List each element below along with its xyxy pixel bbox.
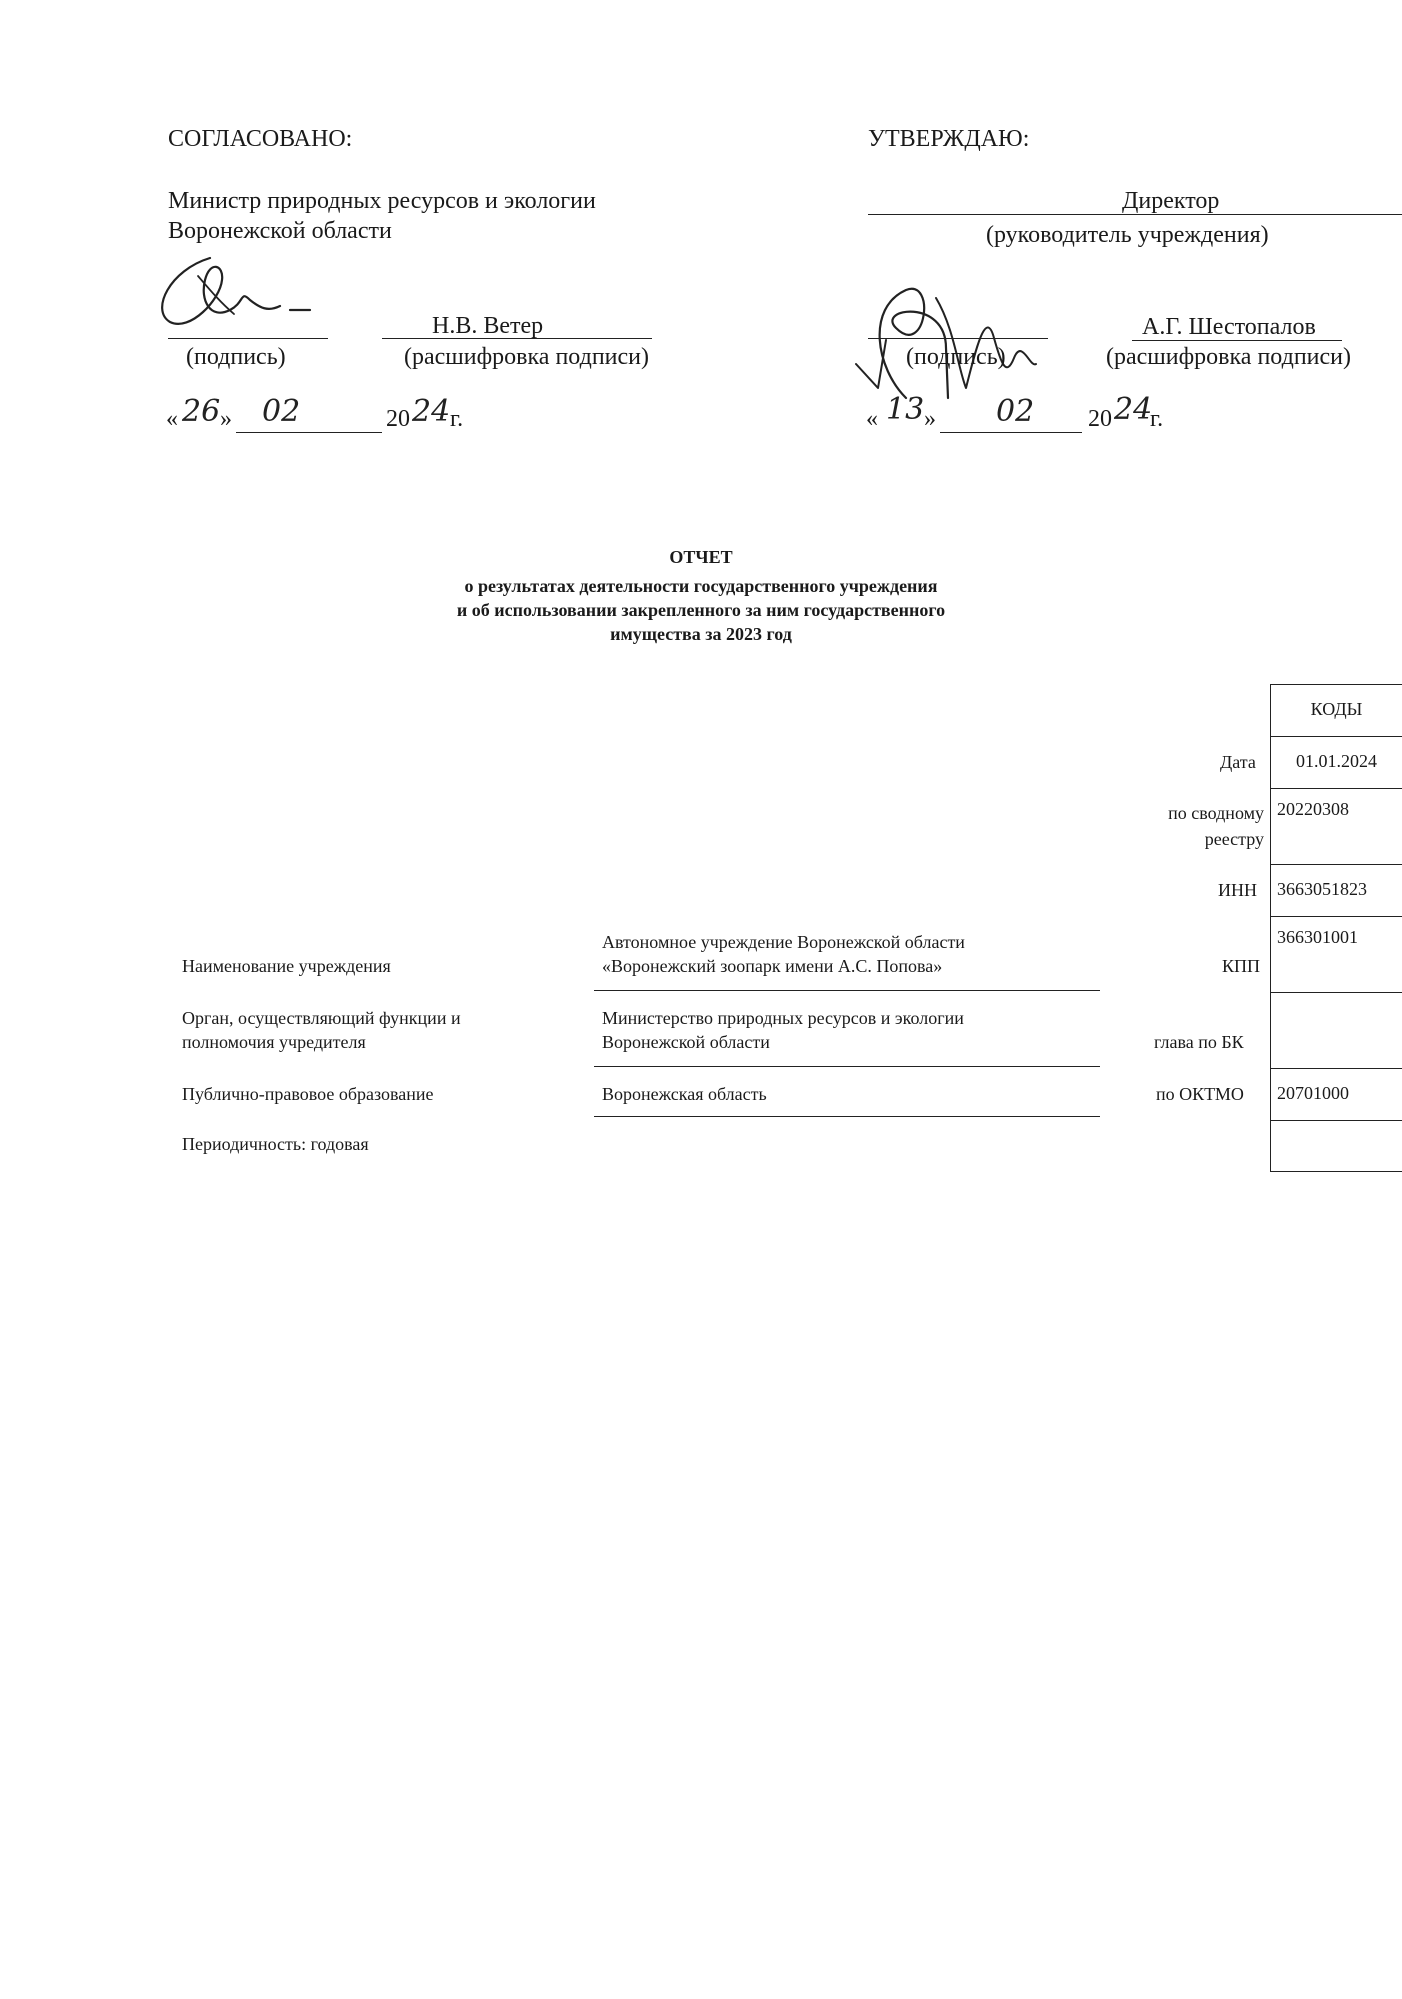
approve-position: Директор bbox=[1122, 188, 1220, 214]
code-inn-value: 3663051823 bbox=[1270, 864, 1402, 916]
agreed-position-line2: Воронежской области bbox=[168, 218, 392, 244]
right-date-day: 13 bbox=[886, 392, 925, 427]
code-registry-label: по сводному реестру bbox=[1168, 803, 1264, 849]
right-date-suffix: г. bbox=[1150, 406, 1164, 432]
agreed-position-line1: Министр природных ресурсов и экологии bbox=[168, 188, 596, 214]
code-kpp-label: КПП bbox=[1222, 956, 1261, 976]
report-title: ОТЧЕТ bbox=[669, 547, 733, 567]
left-date-month: 02 bbox=[262, 394, 301, 429]
founder-value-line1: Министерство природных ресурсов и экологии bbox=[602, 1008, 964, 1028]
code-inn-label: ИНН bbox=[1218, 880, 1257, 900]
left-name-line bbox=[382, 338, 652, 339]
institution-value-line1: Автономное учреждение Воронежской области bbox=[602, 932, 965, 952]
report-subtitle-line3: имущества за 2023 год bbox=[610, 624, 792, 644]
institution-label: Наименование учреждения bbox=[182, 956, 391, 976]
left-name-caption: (расшифровка подписи) bbox=[404, 344, 649, 370]
right-date-open-quote: « bbox=[866, 406, 878, 432]
report-subtitle-line1: о результатах деятельности государственного учреждения bbox=[464, 576, 938, 596]
right-signer-name: А.Г. Шестопалов bbox=[1142, 314, 1316, 340]
right-date-year-prefix: 20 bbox=[1088, 406, 1112, 432]
public-entity-label: Публично-правовое образование bbox=[182, 1084, 434, 1104]
code-glava-bk-value bbox=[1270, 992, 1402, 1068]
public-entity-underline bbox=[594, 1116, 1100, 1117]
left-date-year-prefix: 20 bbox=[386, 406, 410, 432]
institution-underline bbox=[594, 990, 1100, 991]
periodicity: Периодичность: годовая bbox=[182, 1134, 369, 1154]
code-empty-value bbox=[1270, 1120, 1402, 1172]
left-signature bbox=[150, 240, 330, 340]
institution-value-line2: «Воронежский зоопарк имени А.С. Попова» bbox=[602, 956, 943, 976]
founder-underline bbox=[594, 1066, 1100, 1067]
right-date-month-line bbox=[940, 432, 1082, 433]
right-name-line bbox=[1132, 340, 1342, 341]
left-signature-caption: (подпись) bbox=[186, 344, 286, 370]
founder-label-line2: полномочия учредителя bbox=[182, 1032, 366, 1052]
left-date-open-quote: « bbox=[166, 406, 178, 432]
codes-header: КОДЫ bbox=[1270, 684, 1402, 736]
founder-value-line2: Воронежской области bbox=[602, 1032, 770, 1052]
code-glava-bk-label: глава по БК bbox=[1154, 1032, 1244, 1052]
right-date-month: 02 bbox=[996, 394, 1035, 429]
right-date-year-hand: 24 bbox=[1114, 392, 1153, 427]
right-date-close-quote: » bbox=[924, 406, 936, 432]
left-date-suffix: г. bbox=[450, 406, 464, 432]
code-registry-value: 20220308 bbox=[1270, 788, 1402, 864]
code-date-value: 01.01.2024 bbox=[1270, 736, 1402, 788]
left-signer-name: Н.В. Ветер bbox=[432, 313, 544, 339]
left-date-month-line bbox=[236, 432, 382, 433]
report-subtitle-line2: и об использовании закрепленного за ним государственного bbox=[456, 600, 946, 620]
founder-label-line1: Орган, осуществляющий функции и bbox=[182, 1008, 461, 1028]
agreed-heading: СОГЛАСОВАНО: bbox=[168, 126, 353, 152]
left-date-close-quote: » bbox=[220, 406, 232, 432]
left-signature-line bbox=[168, 338, 328, 339]
right-name-caption: (расшифровка подписи) bbox=[1106, 344, 1351, 370]
code-oktmo-value: 20701000 bbox=[1270, 1068, 1402, 1120]
right-signature-caption: (подпись) bbox=[906, 344, 1006, 370]
code-date-label: Дата bbox=[1220, 752, 1256, 772]
public-entity-value: Воронежская область bbox=[602, 1084, 767, 1104]
left-date-day: 26 bbox=[182, 394, 221, 429]
left-date-year-hand: 24 bbox=[412, 394, 451, 429]
approve-position-caption: (руководитель учреждения) bbox=[986, 222, 1269, 248]
code-oktmo-label: по ОКТМО bbox=[1156, 1084, 1244, 1104]
right-signature-line bbox=[868, 338, 1048, 339]
code-kpp-value: 366301001 bbox=[1270, 916, 1402, 992]
approve-heading: УТВЕРЖДАЮ: bbox=[868, 126, 1030, 152]
